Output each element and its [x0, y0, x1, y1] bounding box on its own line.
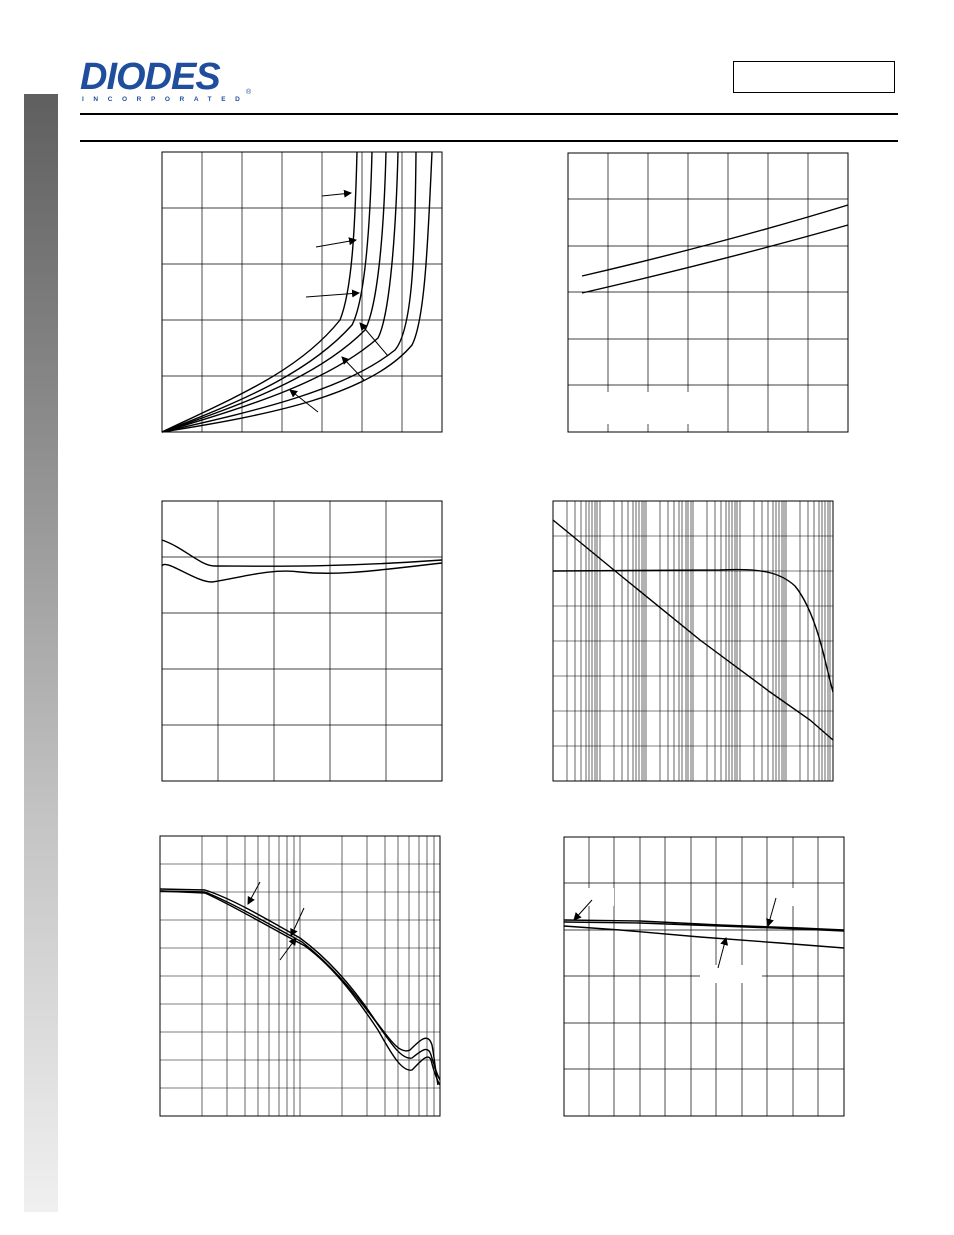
arrow-4: [360, 323, 388, 356]
arrow-6: [290, 390, 318, 412]
chart-bottom-right: [564, 837, 844, 1116]
chart-mid-left: [162, 501, 442, 781]
logo-wordmark: DIODES: [80, 56, 220, 98]
logo-subtitle: INCORPORATED: [82, 96, 250, 103]
chart-label-mask-left: [582, 888, 614, 906]
chart-grid: [160, 836, 440, 1116]
arrow-2: [291, 908, 304, 936]
arrow-5: [342, 357, 364, 380]
chart-grid: [162, 501, 442, 781]
arrow-3: [280, 938, 296, 960]
chart-frame: [162, 501, 442, 781]
chart-bottom-left: [160, 836, 440, 1116]
chart-label-mask-right: [772, 888, 802, 906]
chart-label-mask: [582, 392, 722, 424]
chart-grid: [162, 152, 442, 432]
arrow-3: [306, 293, 359, 297]
chart-top-left: [162, 152, 442, 432]
chart-top-right: [568, 153, 848, 432]
arrow-1: [322, 193, 351, 196]
chart-frame: [568, 153, 848, 432]
chart-grid: [568, 153, 848, 432]
registered-mark: ®: [246, 89, 252, 96]
chart-frame: [162, 152, 442, 432]
curve-6: [162, 152, 432, 432]
curve-3: [162, 152, 386, 432]
chart-mid-right: [553, 501, 833, 781]
chart-grid: [553, 501, 833, 781]
arrow-3: [718, 938, 726, 968]
curve-1: [162, 540, 442, 566]
chart-label-mask-center: [700, 965, 762, 983]
curve-4: [162, 152, 398, 432]
